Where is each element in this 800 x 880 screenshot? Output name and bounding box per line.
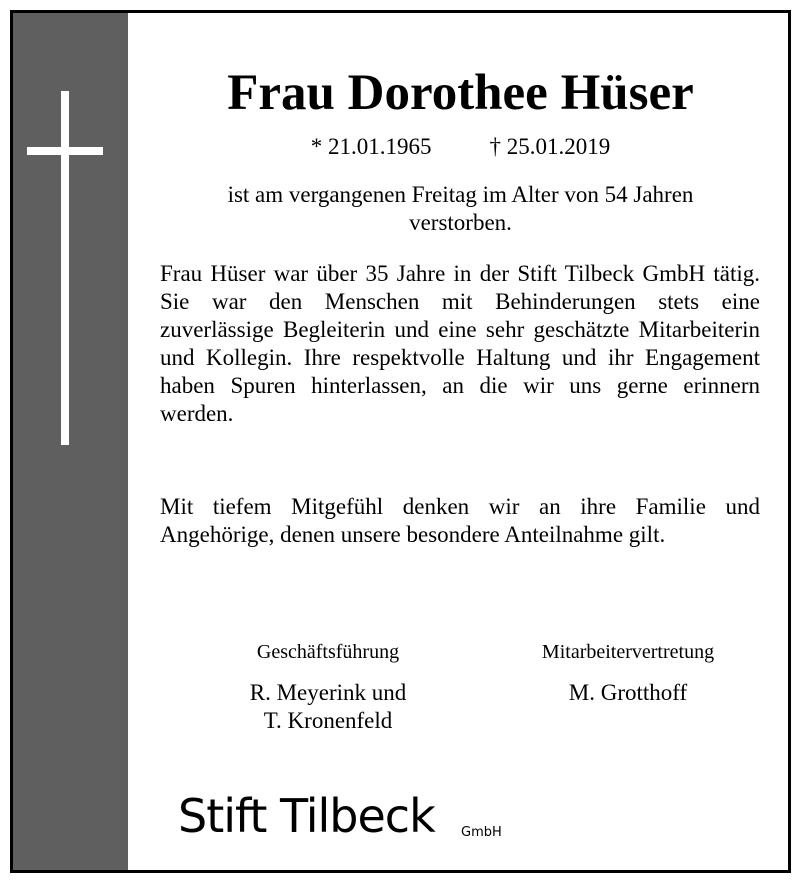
signature-name-line: M. Grotthoff: [568, 680, 688, 705]
death-date: † 25.01.2019: [489, 134, 611, 159]
cross-horizontal-beam: [27, 147, 103, 155]
life-dates: [158, 133, 763, 161]
intro-text: [158, 181, 763, 237]
signature-role: Geschäftsführung: [256, 641, 400, 663]
signature-name-line: R. Meyerink und: [249, 680, 407, 705]
birth-date: * 21.01.1965: [310, 134, 432, 159]
company-logo: Stift Tilbeck: [178, 789, 435, 843]
intro-line-2: verstorben.: [409, 210, 512, 235]
signature-management: [198, 639, 458, 735]
signature-names: [198, 679, 458, 735]
deceased-name: Frau Dorothee Hüser: [227, 65, 694, 121]
company-logo-suffix: GmbH: [461, 825, 502, 840]
tribute-paragraph: Frau Hüser war über 35 Jahre in der Stift Tilbeck GmbH tätig. Sie war den Menschen mit Behinderungen stets eine zuverlässige Begleiterin und eine sehr geschätzte Mitarbeiterin und Kollegin. Ihre respektvolle Haltung und ihr Engagement haben Spuren hinterlassen, an die wir uns gerne erinnern werden.: [160, 261, 760, 426]
obituary-frame: [10, 10, 791, 873]
side-bar: [13, 13, 128, 870]
signature-role: Mitarbeitervertretung: [541, 641, 715, 663]
signature-name-line: T. Kronenfeld: [263, 708, 393, 733]
signature-staff-council: [498, 639, 758, 707]
intro-line-1: ist am vergangenen Freitag im Alter von 54 Jahren: [227, 182, 694, 207]
signature-names: [498, 679, 758, 707]
cross-vertical-beam: [61, 91, 69, 445]
condolence-paragraph: Mit tiefem Mitgefühl denken wir an ihre Familie und Angehörige, denen unsere besondere Anteilnahme gilt.: [160, 494, 760, 547]
